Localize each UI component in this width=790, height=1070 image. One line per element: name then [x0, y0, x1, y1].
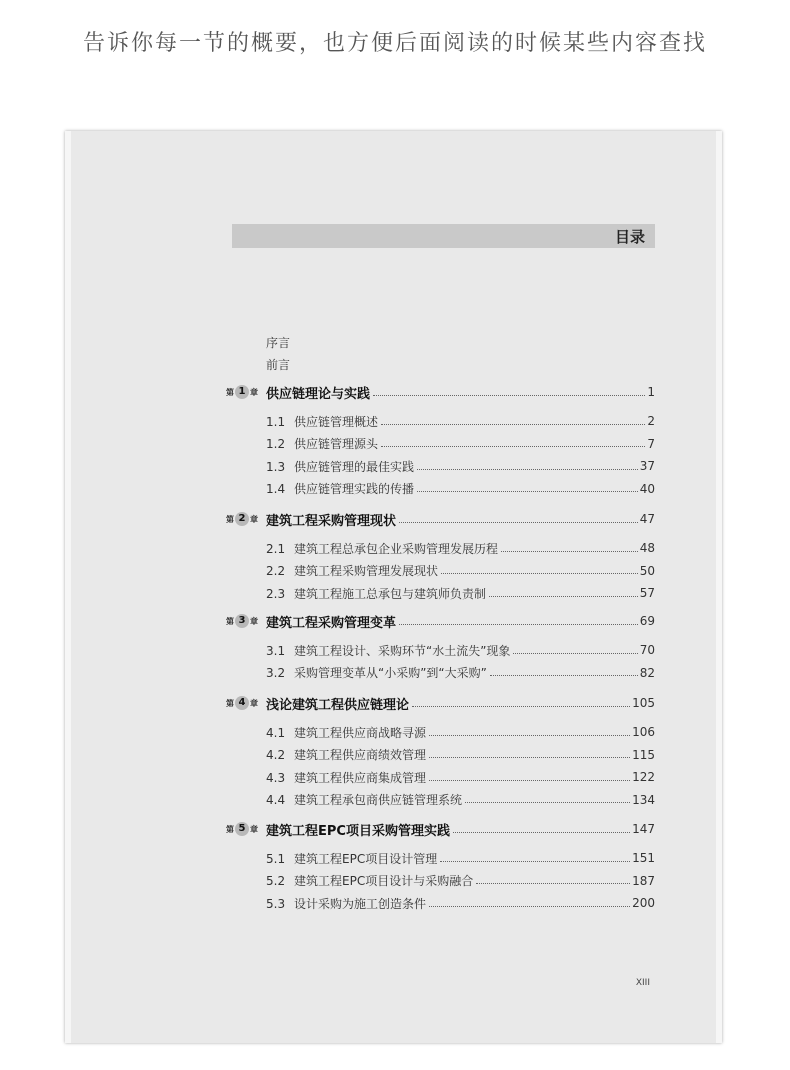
section-title: 建筑工程承包商供应链管理系统: [294, 793, 463, 807]
section-number: 3.1: [266, 643, 286, 658]
section-title: 建筑工程供应商绩效管理: [294, 748, 427, 762]
section-label: [266, 895, 426, 912]
chapter-number: 3: [235, 614, 249, 628]
dot-leader: [501, 551, 638, 552]
page-ref: 106: [632, 725, 655, 739]
section-number: 1.2: [266, 437, 286, 451]
page-ref: 48: [639, 541, 655, 555]
toc-header-bar: [232, 224, 655, 248]
chapter-entry[interactable]: [266, 821, 655, 837]
section-number: 1.4: [266, 482, 286, 496]
section-entry[interactable]: [266, 724, 655, 740]
section-label: [266, 458, 414, 475]
chapter-prefix: 第: [226, 616, 234, 626]
chapter-badge: [226, 511, 258, 527]
chapter-suffix: 章: [250, 514, 258, 524]
page-ref: 47: [639, 512, 655, 526]
section-label: [266, 791, 462, 808]
dot-leader: [429, 780, 630, 781]
dot-leader: [399, 624, 638, 625]
section-entry[interactable]: [266, 458, 655, 474]
page-ref: 115: [632, 747, 655, 762]
dot-leader: [417, 469, 638, 470]
section-title: 供应链管理源头: [294, 437, 379, 451]
section-entry[interactable]: [266, 436, 655, 452]
section-entry[interactable]: [266, 413, 655, 429]
section-number: 1.3: [266, 459, 286, 474]
section-title: 建筑工程供应商战略寻源: [294, 725, 427, 740]
chapter-number: 5: [235, 822, 249, 836]
chapter-title: 建筑工程EPC项目采购管理实践: [266, 823, 450, 839]
section-entry[interactable]: [266, 585, 655, 601]
section-number: 4.4: [266, 793, 286, 807]
section-number: 3.2: [266, 666, 286, 680]
caption-text: 告诉你每一节的概要，也方便后面阅读的时候某些内容查找: [82, 31, 707, 56]
dot-leader: [441, 573, 638, 574]
chapter-prefix: 第: [226, 387, 234, 397]
section-entry[interactable]: [266, 850, 655, 866]
section-title: 建筑工程设计、采购环节“水土流失”现象: [294, 643, 511, 658]
section-entry[interactable]: [266, 769, 655, 785]
page-ref: 2: [647, 414, 655, 428]
page-ref: 151: [632, 851, 655, 865]
chapter-title: 建筑工程采购管理现状: [266, 513, 397, 529]
page-ref: 69: [639, 614, 655, 628]
page-ref: 105: [632, 696, 655, 710]
chapter-number: 1: [235, 385, 249, 399]
section-title: 采购管理变革从“小采购”到“大采购”: [294, 666, 487, 680]
chapter-entry[interactable]: [266, 511, 655, 527]
page-number: XIII: [635, 978, 650, 988]
front-matter-foreword: 前言: [266, 358, 291, 372]
section-label: [266, 724, 426, 741]
section-title: 建筑工程采购管理发展现状: [294, 564, 439, 578]
page-ref: 70: [639, 643, 655, 657]
page-ref: 50: [639, 563, 655, 578]
section-label: [266, 850, 437, 867]
dot-leader: [489, 596, 638, 597]
dot-leader: [429, 906, 630, 907]
dot-leader: [465, 802, 630, 803]
chapter-prefix: 第: [226, 698, 234, 708]
page-ref: 1: [647, 385, 655, 399]
section-title: 供应链管理的最佳实践: [294, 459, 415, 474]
section-number: 5.2: [266, 874, 286, 888]
toc-title: 目录: [614, 228, 645, 246]
section-entry[interactable]: [266, 665, 655, 681]
section-number: 4.3: [266, 770, 286, 785]
section-title: 建筑工程EPC项目设计与采购融合: [294, 874, 474, 888]
section-label: [266, 664, 487, 681]
dot-leader: [373, 395, 645, 396]
section-label: [266, 746, 426, 763]
page-ref: 37: [639, 459, 655, 473]
dot-leader: [440, 861, 630, 862]
dot-leader: [453, 832, 630, 833]
chapter-badge: [226, 613, 258, 629]
section-title: 建筑工程施工总承包与建筑师负责制: [294, 586, 487, 601]
section-number: 4.1: [266, 725, 286, 740]
chapter-title: 建筑工程采购管理变革: [266, 615, 397, 631]
section-number: 4.2: [266, 748, 286, 762]
section-number: 5.1: [266, 851, 286, 866]
page-ref: 147: [632, 822, 655, 836]
page-ref: 187: [632, 873, 655, 888]
page-ref: 82: [639, 665, 655, 680]
dot-leader: [476, 883, 630, 884]
chapter-suffix: 章: [250, 698, 258, 708]
section-label: [266, 585, 486, 602]
section-label: [266, 435, 378, 452]
page-ref: 134: [632, 792, 655, 807]
section-number: 2.1: [266, 541, 286, 556]
chapter-number: 4: [235, 696, 249, 710]
chapter-entry[interactable]: [266, 384, 655, 400]
dot-leader: [513, 653, 637, 654]
page-ref: 122: [632, 770, 655, 784]
section-title: 设计采购为施工创造条件: [294, 896, 427, 911]
chapter-suffix: 章: [250, 824, 258, 834]
page-ref: 200: [632, 896, 655, 910]
section-label: [266, 872, 473, 889]
chapter-number: 2: [235, 512, 249, 526]
chapter-badge: [226, 695, 258, 711]
page-ref: 40: [639, 481, 655, 496]
dot-leader: [429, 735, 630, 736]
section-number: 5.3: [266, 896, 286, 911]
section-entry[interactable]: [266, 540, 655, 556]
dot-leader: [399, 522, 638, 523]
dot-leader: [381, 446, 645, 447]
chapter-prefix: 第: [226, 824, 234, 834]
chapter-title: 供应链理论与实践: [266, 386, 371, 402]
section-number: 1.1: [266, 414, 286, 429]
section-title: 建筑工程EPC项目设计管理: [294, 851, 438, 866]
chapter-badge: [226, 821, 258, 837]
section-entry[interactable]: [266, 792, 655, 808]
front-matter-preface: 序言: [266, 336, 291, 350]
chapter-suffix: 章: [250, 616, 258, 626]
chapter-entry[interactable]: [266, 695, 655, 711]
chapter-entry[interactable]: [266, 613, 655, 629]
page-ref: 57: [639, 586, 655, 600]
dot-leader: [381, 424, 645, 425]
section-label: [266, 413, 378, 430]
dot-leader: [429, 757, 630, 758]
dot-leader: [417, 491, 638, 492]
section-entry[interactable]: [266, 481, 655, 497]
book-page: [65, 131, 722, 1043]
section-label: [266, 769, 426, 786]
section-entry[interactable]: [266, 747, 655, 763]
chapter-suffix: 章: [250, 387, 258, 397]
section-title: 供应链管理实践的传播: [294, 482, 415, 496]
chapter-badge: [226, 384, 258, 400]
dot-leader: [490, 675, 638, 676]
section-label: [266, 540, 498, 557]
section-title: 建筑工程供应商集成管理: [294, 770, 427, 785]
section-label: [266, 480, 414, 497]
section-entry[interactable]: [266, 873, 655, 889]
section-label: [266, 642, 510, 659]
section-entry[interactable]: [266, 895, 655, 911]
section-title: 供应链管理概述: [294, 414, 379, 429]
dot-leader: [412, 706, 630, 707]
page-ref: 7: [647, 436, 655, 451]
section-number: 2.3: [266, 586, 286, 601]
section-label: [266, 562, 438, 579]
section-title: 建筑工程总承包企业采购管理发展历程: [294, 541, 499, 556]
section-entry[interactable]: [266, 642, 655, 658]
section-number: 2.2: [266, 564, 286, 578]
chapter-prefix: 第: [226, 514, 234, 524]
section-entry[interactable]: [266, 563, 655, 579]
chapter-title: 浅论建筑工程供应链理论: [266, 697, 410, 713]
